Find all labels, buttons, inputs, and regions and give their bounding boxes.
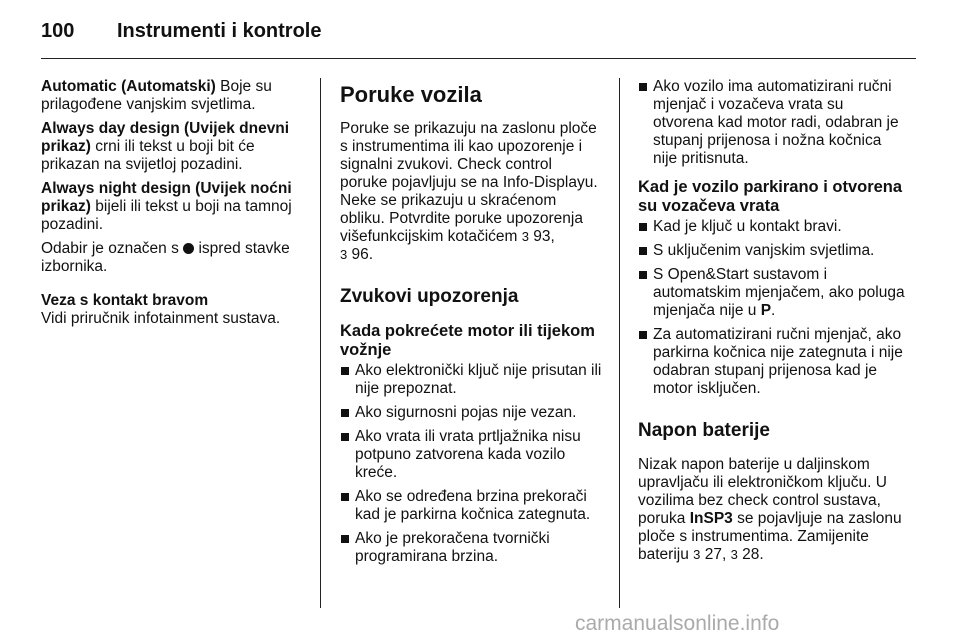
paragraph bbox=[41, 120, 303, 174]
list-item bbox=[638, 242, 906, 260]
page-ref[interactable]: 27, bbox=[704, 546, 727, 563]
paragraph bbox=[638, 456, 906, 564]
square-bullet-icon bbox=[341, 493, 349, 501]
section-heading: Zvukovi upozorenja bbox=[340, 286, 519, 307]
text: Ako vrata ili vrata prtljažnika nisu potpuno zatvorena kada vozilo kreće. bbox=[355, 428, 581, 481]
square-bullet-icon bbox=[639, 247, 647, 255]
gear-position: P bbox=[760, 302, 772, 319]
text: Boje su prilagođene vanjskim svjetlima. bbox=[41, 78, 272, 113]
square-bullet-icon bbox=[341, 367, 349, 375]
list-item bbox=[340, 404, 602, 422]
text: Ako elektronički ključ nije prisutan ili nije prepoznat. bbox=[355, 362, 602, 397]
paragraph bbox=[41, 180, 303, 234]
text: Kad je ključ u kontakt bravi. bbox=[653, 218, 842, 235]
column-divider bbox=[619, 78, 620, 608]
column-divider bbox=[320, 78, 321, 608]
page-ref-icon: 3 bbox=[521, 229, 529, 244]
watermark: carmanualsonline.info bbox=[575, 612, 780, 635]
bullet-list bbox=[340, 362, 602, 566]
text: Ako se određena brzina prekorači kad je parkirna kočnica zategnuta. bbox=[355, 488, 591, 523]
subsection-heading: Kad je vozilo parkirano i otvorena su vozačeva vrata bbox=[638, 178, 903, 215]
page-ref[interactable]: 93, bbox=[533, 228, 555, 245]
column-1 bbox=[41, 78, 303, 334]
paragraph bbox=[340, 120, 602, 264]
paragraph bbox=[41, 78, 303, 114]
text: bijeli ili tekst u boji na tamnoj pozadini. bbox=[41, 198, 292, 233]
square-bullet-icon bbox=[639, 331, 647, 339]
page-ref-icon: 3 bbox=[730, 547, 738, 562]
list-item bbox=[638, 326, 906, 398]
paragraph bbox=[41, 240, 303, 276]
square-bullet-icon bbox=[639, 223, 647, 231]
text: crni ili tekst u boji bit će prikazan na svijetloj pozadini. bbox=[41, 138, 255, 173]
text: . bbox=[771, 302, 776, 319]
text: Ako sigurnosni pojas nije vezan. bbox=[355, 404, 577, 421]
page-title: Instrumenti i kontrole bbox=[117, 20, 322, 42]
term: Always day design (Uvijek dnevni prikaz) bbox=[41, 120, 290, 155]
page-ref-icon: 3 bbox=[693, 547, 701, 562]
list-item bbox=[340, 362, 602, 398]
text: Ako vozilo ima automatizirani ručni mjenjač i vozačeva vrata su otvorena kad motor radi, odabran je stupanj prijenosa i nožna kočnica nije pritisnuta. bbox=[653, 78, 899, 167]
list-item bbox=[638, 266, 906, 320]
term: Automatic (Automatski) bbox=[41, 78, 216, 95]
square-bullet-icon bbox=[341, 535, 349, 543]
section-heading: Poruke vozila bbox=[340, 82, 482, 107]
text: Ako je prekoračena tvornički programirana brzina. bbox=[355, 530, 550, 565]
list-item bbox=[638, 78, 906, 168]
list-item bbox=[340, 428, 602, 482]
page-ref[interactable]: 96. bbox=[351, 246, 374, 263]
term: Always night design (Uvijek noćni prikaz) bbox=[41, 180, 292, 215]
column-2 bbox=[340, 78, 602, 572]
text: S uključenim vanjskim svjetlima. bbox=[653, 242, 875, 259]
page-ref-icon: 3 bbox=[340, 247, 348, 262]
text: S Open&Start sustavom i automatskim mjenjačem, ako poluga mjenjača nije u bbox=[653, 266, 905, 319]
page-ref[interactable]: 28. bbox=[742, 546, 764, 563]
page-number: 100 bbox=[41, 20, 75, 42]
list-item bbox=[340, 530, 602, 566]
text: Nizak napon baterije u daljinskom upravljaču ili elektroničkom ključu. U vozilima bez check control sustava, poruka bbox=[638, 456, 887, 527]
list-item bbox=[340, 488, 602, 524]
square-bullet-icon bbox=[639, 271, 647, 279]
text: Poruke se prikazuju na zaslonu ploče s instrumentima ili kao upozorenje i signalni zvukovi. Check control poruke pojavljuju se na Info-Displayu. Neke se prikazuju u skraćenom obliku. Potvrdite poruke upozorenja višefunkcijskim kotačićem bbox=[340, 120, 598, 245]
page-header bbox=[41, 20, 916, 54]
text: ispred stavke izbornika. bbox=[41, 240, 290, 275]
header-rule bbox=[41, 58, 916, 59]
square-bullet-icon bbox=[341, 409, 349, 417]
section-heading: Veza s kontakt bravom bbox=[41, 292, 209, 309]
text: Odabir je označen s bbox=[41, 240, 184, 257]
column-3 bbox=[638, 78, 906, 570]
square-bullet-icon bbox=[341, 433, 349, 441]
bullet-list bbox=[638, 78, 906, 168]
filled-circle-icon bbox=[183, 243, 194, 254]
text: Za automatizirani ručni mjenjač, ako parkirna kočnica nije zategnuta i nije odabran stupanj prijenosa kad je motor isključen. bbox=[653, 326, 903, 397]
list-item bbox=[638, 218, 906, 236]
subsection-heading: Kada pokrećete motor ili tijekom vožnje bbox=[340, 322, 595, 359]
display-message: InSP3 bbox=[689, 510, 733, 527]
text: se pojavljuje na zaslonu ploče s instrumentima. Zamijenite bateriju bbox=[638, 510, 902, 563]
section-heading: Napon baterije bbox=[638, 420, 770, 441]
square-bullet-icon bbox=[639, 83, 647, 91]
paragraph: Vidi priručnik infotainment sustava. bbox=[41, 310, 281, 327]
bullet-list bbox=[638, 218, 906, 398]
